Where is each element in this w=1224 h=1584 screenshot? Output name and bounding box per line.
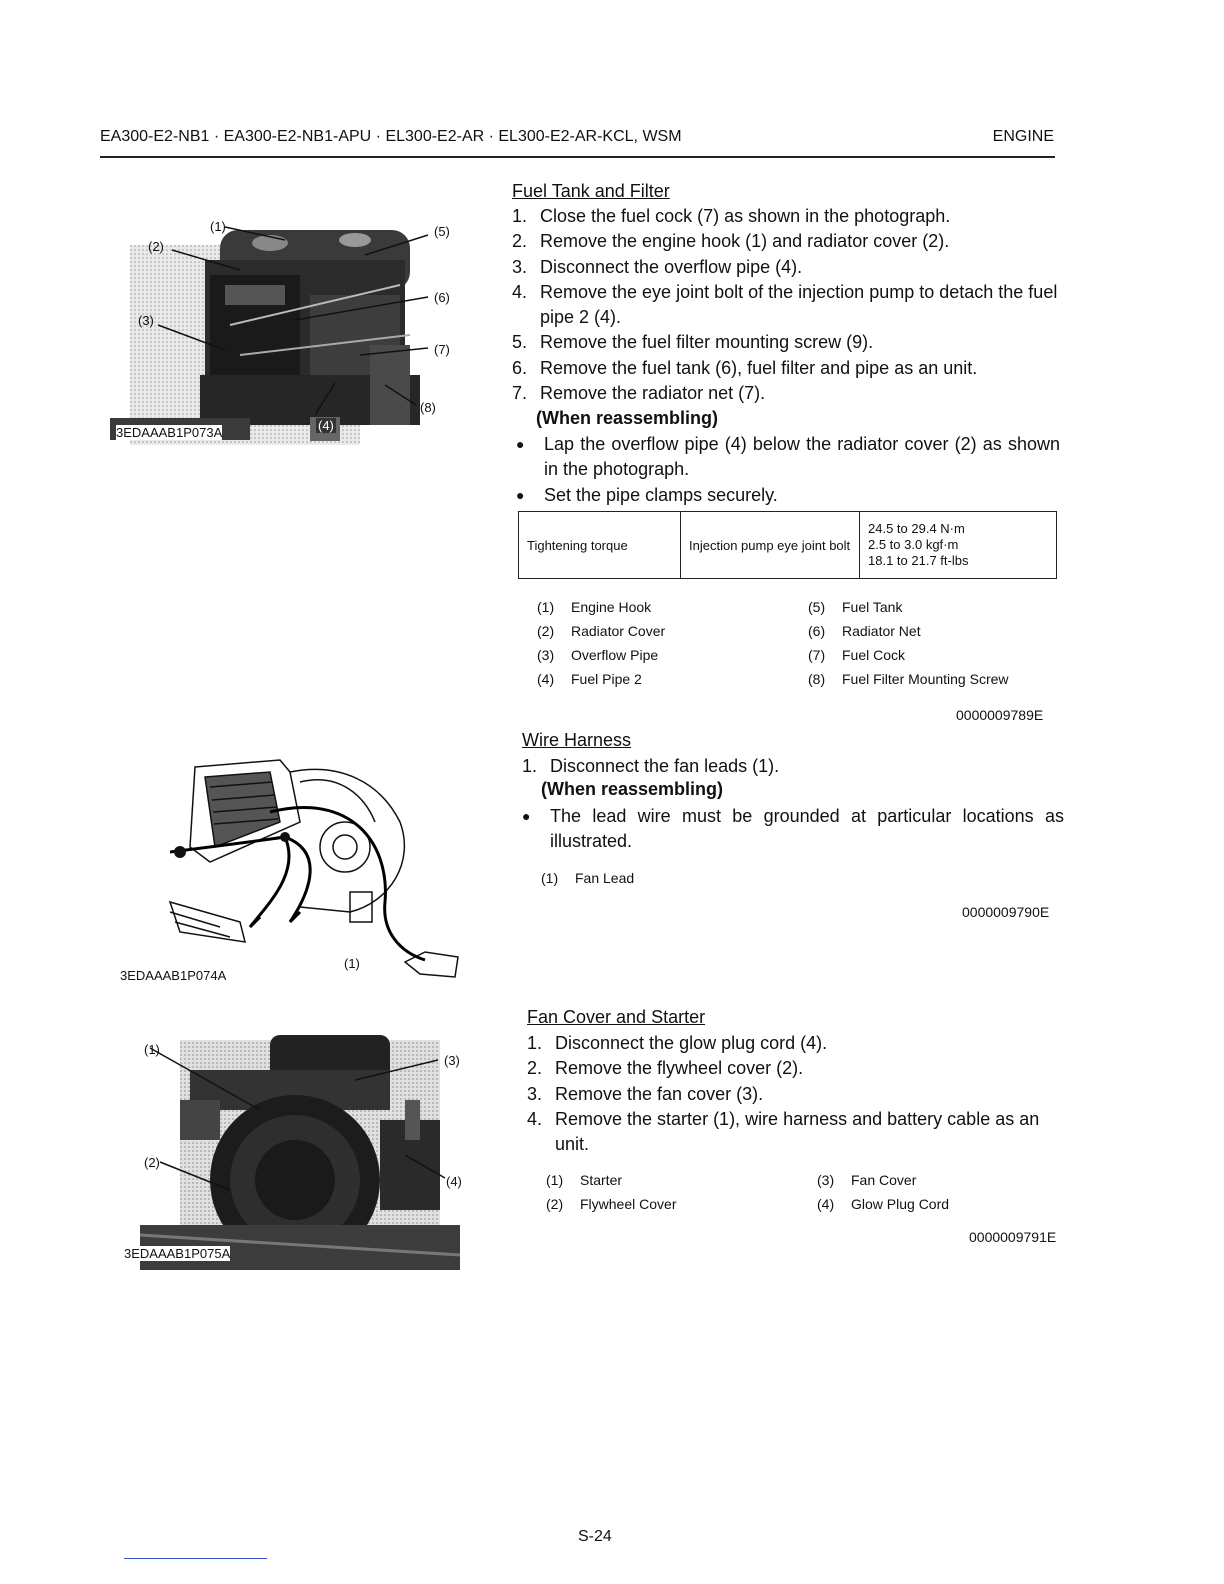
step-item: 3. Disconnect the overflow pipe (4). bbox=[512, 256, 803, 277]
legend-item: (8) Fuel Filter Mounting Screw bbox=[808, 671, 1009, 687]
step-item: 1. Disconnect the fan leads (1). bbox=[522, 756, 780, 776]
figure-id: 3EDAAAB1P075A bbox=[124, 1246, 231, 1261]
steps-fuel-tank bbox=[512, 204, 1060, 406]
legend-item: (1) Starter bbox=[546, 1172, 623, 1188]
header-models: EA300-E2-NB1 · EA300-E2-NB1-APU · EL300-E2-AR · EL300-E2-AR-KCL, WSM bbox=[100, 128, 682, 145]
callout-label: (5) bbox=[434, 224, 450, 239]
legend-item: (4) Glow Plug Cord bbox=[817, 1196, 950, 1212]
torque-label: Tightening torque bbox=[519, 512, 681, 579]
wire-harness-illustration bbox=[150, 752, 460, 982]
legend-right bbox=[817, 1168, 1057, 1216]
step-item: 5. Remove the fuel filter mounting screw (9). bbox=[512, 332, 874, 353]
reassembling-label: (When reassembling) bbox=[536, 408, 719, 428]
bullet-icon: ● bbox=[516, 486, 525, 503]
section-title-fan-cover: Fan Cover and Starter bbox=[527, 1007, 706, 1027]
reassembling-label: (When reassembling) bbox=[541, 779, 724, 799]
table-row bbox=[519, 512, 1057, 579]
callout-label: (8) bbox=[420, 400, 436, 415]
bullets-wire-harness bbox=[522, 804, 1064, 855]
legend-item: (2) Flywheel Cover bbox=[546, 1196, 677, 1212]
step-item: 6. Remove the fuel tank (6), fuel filter and pipe as an unit. bbox=[512, 357, 978, 378]
legend-item: (3) Overflow Pipe bbox=[537, 647, 659, 663]
engine-photo-3-illustration bbox=[120, 1030, 465, 1270]
legend-item: (2) Radiator Cover bbox=[537, 623, 666, 639]
engine-photo-1-illustration bbox=[110, 205, 470, 450]
step-item: 3. Remove the fan cover (3). bbox=[527, 1083, 764, 1104]
step-item: 1. Disconnect the glow plug cord (4). bbox=[527, 1033, 828, 1053]
step-item: 2. Remove the engine hook (1) and radiator cover (2). bbox=[512, 231, 950, 252]
torque-item: Injection pump eye joint bolt bbox=[681, 512, 860, 579]
step-item: 4. Remove the starter (1), wire harness and battery cable as an unit. bbox=[527, 1108, 1040, 1155]
steps-wire-harness bbox=[522, 754, 1062, 779]
legend-item: (7) Fuel Cock bbox=[808, 647, 906, 663]
bullet-item: ● The lead wire must be grounded at particular locations as illustrated. bbox=[522, 804, 1064, 855]
figure-wire-harness-drawing bbox=[150, 752, 460, 982]
callout-label: (3) bbox=[138, 313, 154, 328]
document-code: 0000009789E bbox=[956, 707, 1044, 723]
figure-id: 3EDAAAB1P074A bbox=[120, 968, 227, 983]
legend-item: (1) Fan Lead bbox=[541, 870, 635, 886]
step-item: 7. Remove the radiator net (7). bbox=[512, 383, 766, 404]
figure-fuel-tank-photo bbox=[110, 205, 470, 450]
torque-table-wrap bbox=[518, 511, 1057, 579]
legend-left bbox=[546, 1168, 786, 1216]
legend-item: (5) Fuel Tank bbox=[808, 599, 903, 615]
bullet-icon: ● bbox=[516, 436, 525, 452]
callout-label: (6) bbox=[434, 290, 450, 305]
legend-item: (6) Radiator Net bbox=[808, 623, 921, 639]
legend-item: (3) Fan Cover bbox=[817, 1172, 917, 1188]
torque-table bbox=[518, 511, 1057, 579]
legend-right bbox=[808, 595, 1058, 691]
callout-label: (7) bbox=[434, 342, 450, 357]
callout-label: (3) bbox=[444, 1053, 460, 1068]
step-item: 4. Remove the eye joint bolt of the injection pump to detach the fuel pipe 2 (4). bbox=[512, 281, 1058, 328]
callout-label: (1) bbox=[344, 956, 360, 971]
legend-item: (4) Fuel Pipe 2 bbox=[537, 671, 642, 687]
document-code: 0000009791E bbox=[969, 1229, 1057, 1245]
torque-value-ftlbs: 18.1 to 21.7 ft-lbs bbox=[868, 553, 969, 568]
legend-item: (1) Engine Hook bbox=[537, 599, 652, 615]
header-rule bbox=[100, 156, 1055, 158]
steps-fan-cover bbox=[527, 1031, 1077, 1157]
bullets-fuel-tank bbox=[516, 432, 1060, 508]
footer-link-rule bbox=[124, 1558, 267, 1559]
step-item: 1. Close the fuel cock (7) as shown in the photograph. bbox=[512, 206, 951, 226]
bullet-item: ● Set the pipe clamps securely. bbox=[516, 483, 1060, 508]
callout-label: (1) bbox=[144, 1042, 160, 1057]
torque-values bbox=[860, 512, 1057, 579]
legend-wire-harness bbox=[541, 866, 781, 890]
section-title-wire-harness: Wire Harness bbox=[522, 730, 632, 750]
callout-label: (4) bbox=[446, 1174, 462, 1189]
step-item: 2. Remove the flywheel cover (2). bbox=[527, 1058, 804, 1079]
torque-value-kgf: 2.5 to 3.0 kgf·m bbox=[868, 537, 959, 552]
torque-value-nm: 24.5 to 29.4 N·m bbox=[868, 521, 965, 536]
figure-id: 3EDAAAB1P073A bbox=[116, 425, 223, 440]
figure-fan-cover-photo bbox=[120, 1030, 465, 1270]
callout-label: (2) bbox=[148, 239, 164, 254]
document-code: 0000009790E bbox=[962, 904, 1050, 920]
bullet-item: ● Lap the overflow pipe (4) below the radiator cover (2) as shown in the photograph. bbox=[516, 432, 1060, 483]
section-title-fuel-tank: Fuel Tank and Filter bbox=[512, 181, 670, 201]
callout-label: (2) bbox=[144, 1155, 160, 1170]
callout-label: (1) bbox=[210, 219, 226, 234]
header-section: ENGINE bbox=[992, 128, 1054, 145]
bullet-icon: ● bbox=[522, 808, 531, 824]
callout-label: (4) bbox=[318, 418, 334, 433]
page-number: S-24 bbox=[578, 1528, 612, 1545]
legend-left bbox=[537, 595, 777, 691]
